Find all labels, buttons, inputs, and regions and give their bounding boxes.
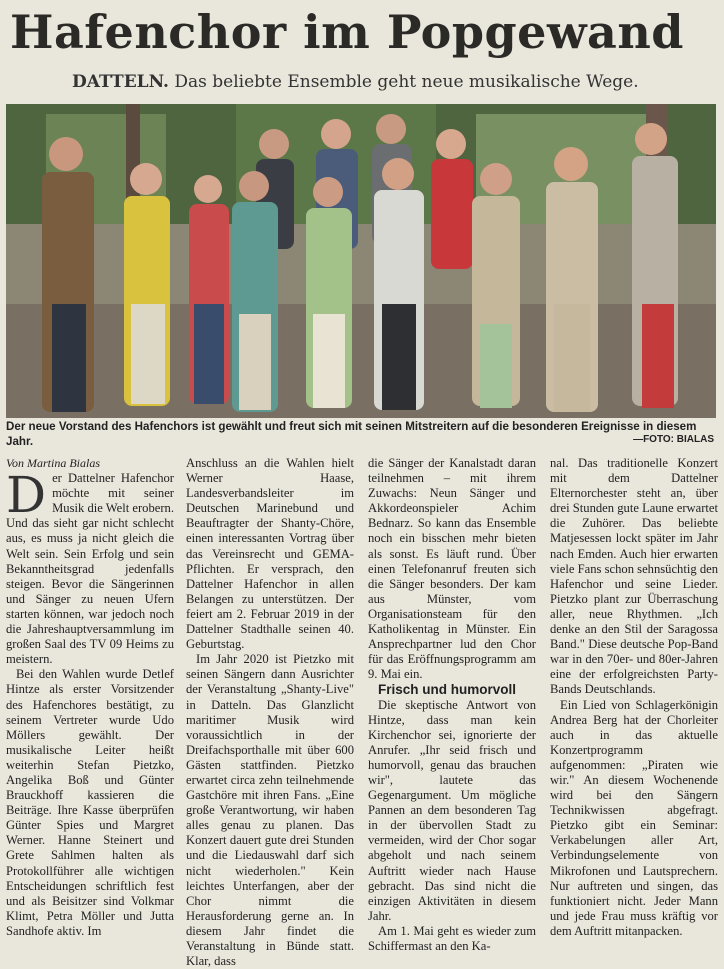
headline: Hafenchor im Popgewand <box>10 5 684 59</box>
subheadline <box>72 72 692 92</box>
subhead-place: DATTELN. <box>72 72 169 92</box>
article-column-2 <box>186 456 354 969</box>
photo-caption: Der neue Vorstand des Hafenchors ist gewählt und freut sich mit seinen Mitstreitern auf die besonderen Ereignisse in diesem Jahr. <box>6 420 697 448</box>
subhead-text: Das beliebte Ensemble geht neue musikalische Wege. <box>174 72 639 92</box>
first-paragraph <box>6 466 174 667</box>
paragraph: Bei den Wahlen wurde Detlef Hintze als erster Vorsitzender des Hafenchores bestätigt, zu seinem Vertreter wurde Udo Möllers gewählt. Der musikalische Leiter heißt weiterhin Stefan Pietzko, Angelika Boß und Günter Brauckhoff kassieren die Beiträge. Ihre Kasse überprüfen Günter Spies und Margret Werner. Hanne Steinert und Grete Sahlmen halten als Protokollführer alle wichtigen Entscheidungen schriftlich fest und als Beisitzer sind Volkmar Klimt, Petra Möller und Jutta Sandhofe aktiv. Im <box>6 667 174 938</box>
paragraph: Die skeptische Antwort von Hintze, dass man kein Kirchenchor sei, ignorierte der Anrufer. „Ihr seid frisch und humorvoll, genau das brauchen wir", lautete das Gegenargument. Um mögliche Pannen an dem besonderen Tag in der übervollen Stadt zu vermeiden, wird der Chor sogar abgeholt und nach seinem Auftritt wieder nach Hause gebracht. Das sind nicht die einzigen Aktivitäten in diesem Jahr. <box>368 697 536 923</box>
article-body <box>6 456 718 969</box>
drop-cap: D <box>6 466 47 525</box>
paragraph: nal. Das traditionelle Konzert mit dem Dattelner Elternorchester steht an, über drei Stunden gute Laune erwartet die Zuhörer. Das beliebte Matjesessen lockt später im Jahr nach Emden. Auch hier erwarten viele Fans schon sehnsüchtig den Hafenchor und seine Lieder. Pietzko plant zur Überraschung aller, neue Rhythmen. „Ich denke an den Stil der Saragossa Band." Diese deutsche Pop-Band war in den 70er- und 80er-Jahren eine der erfolgreichsten Party-Bands Deutschlands. <box>550 456 718 697</box>
subheading: Frisch und humorvoll <box>378 682 517 698</box>
article-column-1 <box>6 456 174 939</box>
photo-credit: —FOTO: BIALAS <box>633 434 714 445</box>
article-column-4 <box>550 456 718 939</box>
group-photo-illustration <box>6 104 716 418</box>
group-photo <box>6 104 716 418</box>
paragraph: Anschluss an die Wahlen hielt Werner Haase, Landesverbandsleiter im Deutschen Marinebund und Beauftragter der Shanty-Chöre, einen interessanten Vortrag über das Vereinsrecht und GEMA-Pflichten. Er versprach, den Dattelner Hafenchor in allen Belangen zu unterstützen. Der feiert am 2. Februar 2019 in der Dattelner Stadthalle seinen 40. Geburtstag. <box>186 456 354 652</box>
paragraph: Am 1. Mai geht es wieder zum Schiffermast an den Ka- <box>368 923 536 953</box>
paragraph-text: er Dattelner Hafenchor möchte mit seiner Musik die Welt erobern. Und das sieht gar nicht schlecht aus, es muss ja nicht gleich die Welt sein. Sein Erfolg und sein Bekanntheitsgrad jedenfalls steigen. Bevor die Sängerinnen und Sänger zu neuen Ufern starten können, war jedoch noch die Jahreshauptversammlung im großen Saal des TV 09 Heims zu meistern. <box>6 471 174 667</box>
paragraph: die Sänger der Kanalstadt daran teilnehmen – mit ihrem Zuwachs: Neun Sänger und Akkordeonspieler Achim Bednarz. So kann das Ensemble noch ein bisschen mehr bieten als sonst. Es läuft rund. Über einen Telefonanruf freuten sich die Sänger besonders. Der kam aus Münster, vom Organisationsteam für den Katholikentag in Münster. Ein Ansprechpartner lud den Chor für das Eröffnungsprogramm am 9. Mai ein. <box>368 456 536 682</box>
article-column-3 <box>368 456 536 954</box>
paragraph: Ein Lied von Schlagerkönigin Andrea Berg hat der Chorleiter auch in das aktuelle Konzertprogramm aufgenommen: „Piraten wie wir." An diesem Wochenende wird bei den Sängern Technikwissen abgefragt. Pietzko gibt ein Seminar: Verkabelungen aller Art, Verbindungselemente von Mikrofonen und Lautsprechern. Nur auftreten und singen, das funktioniert nicht. Jeder Mann und jede Frau muss kräftig vor dem Auftritt mitanpacken. <box>550 697 718 938</box>
paragraph: Im Jahr 2020 ist Pietzko mit seinen Sängern dann Ausrichter der Veranstaltung „Shanty-Live" in Datteln. Das Glanzlicht maritimer Musik wird voraussichtlich in der Dreifachsporthalle mit über 600 Gästen stattfinden. Pietzko erwartet circa zehn teilnehmende Gastchöre mit ihren Fans. „Eine große Verantwortung, wir haben alles genau zu planen. Das Konzert dauert gute drei Stunden und die Liedauswahl darf sich nicht wiederholen." Kein leichtes Unterfangen, aber der Chor nimmt die Herausforderung gerne an. In diesem Jahr findet die Veranstaltung in Bünde statt. Klar, dass <box>186 652 354 969</box>
byline: Von Martina Bialas <box>6 456 101 470</box>
